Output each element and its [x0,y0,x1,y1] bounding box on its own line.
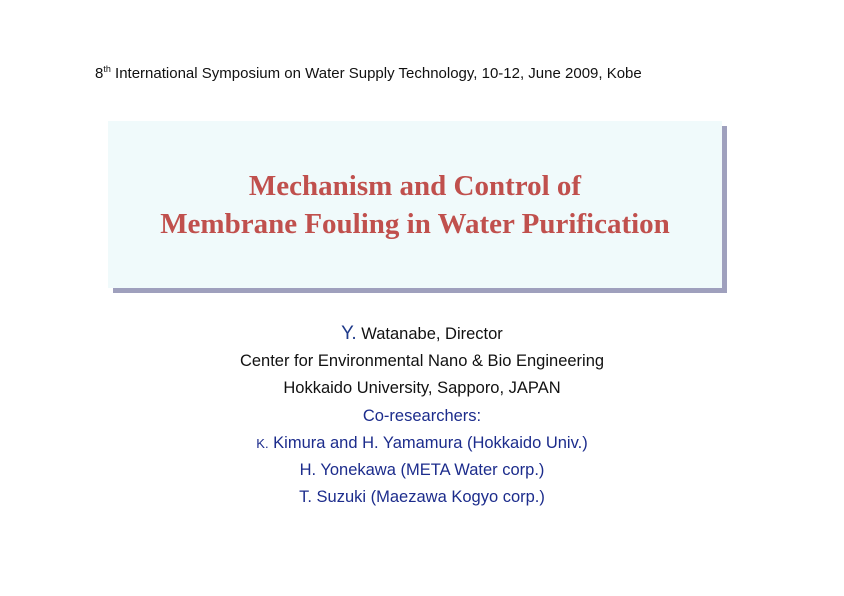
title-line-1: Mechanism and Control of [248,169,582,202]
co-researcher-1 [0,430,844,457]
title-box [108,121,722,288]
symposium-name: International Symposium on Water Supply Technology, 10-12, June 2009, Kobe [110,65,642,82]
co-researcher-1-rest: Kimura and H. Yamamura (Hokkaido Univ.) [268,434,588,452]
co-researcher-3: T. Suzuki (Maezawa Kogyo corp.) [299,488,545,506]
edition-number: 8 [95,65,104,82]
symposium-header [95,65,642,82]
title-line-2: Membrane Fouling in Water Purification [160,207,670,240]
co-researchers-heading: Co-researchers: [362,407,482,425]
author-name-line [0,320,844,348]
author-block [0,320,844,511]
edition-suffix: th [103,64,111,74]
co-researcher-1-initial: K. [256,436,269,451]
author-initial: Y. [341,323,357,344]
affiliation-line-1: Center for Environmental Nano & Bio Engineering [239,352,605,370]
affiliation-line-2: Hokkaido University, Sapporo, JAPAN [283,379,561,397]
author-name-role: Watanabe, Director [356,325,503,343]
co-researcher-2: H. Yonekawa (META Water corp.) [299,461,545,479]
